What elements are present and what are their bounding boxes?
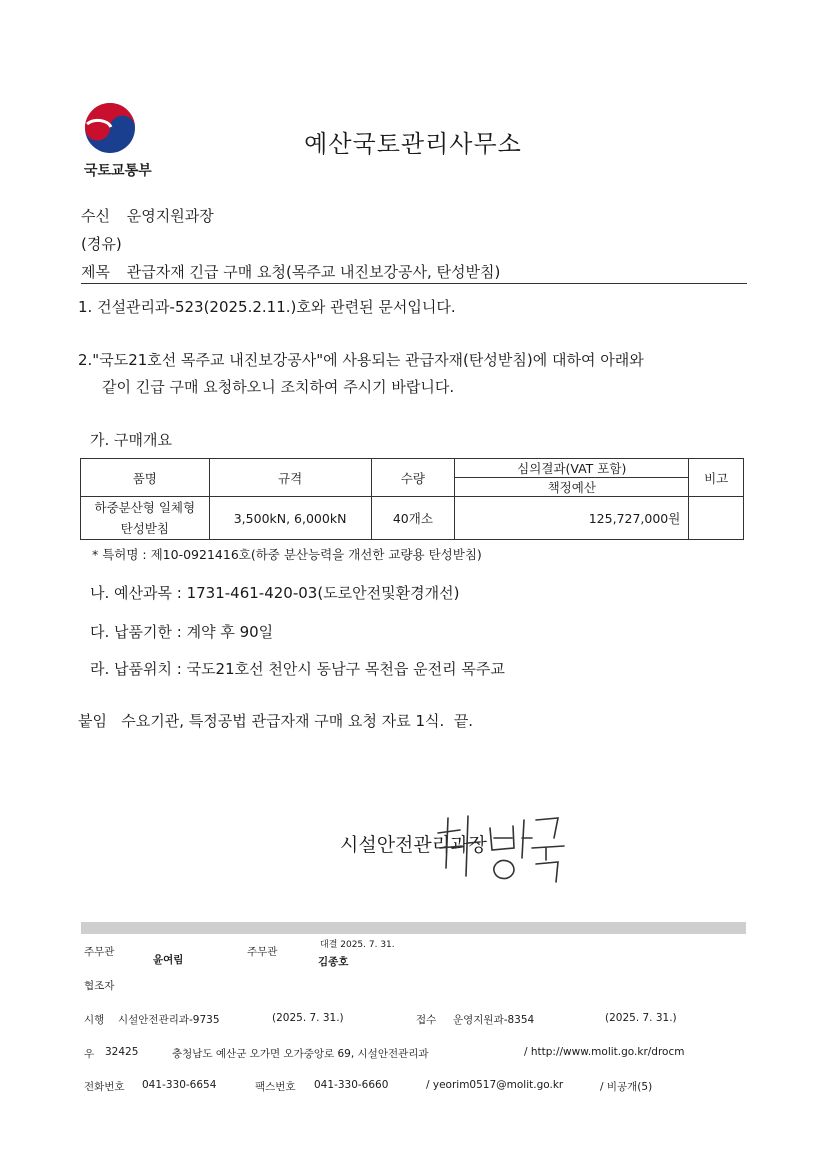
reviewer-label: 주무관 <box>247 946 278 958</box>
address: 충청남도 예산군 오가면 오가중앙로 69, 시설안전관리과 <box>172 1048 429 1060</box>
drafter-name: 윤여림 <box>153 954 184 966</box>
website-link[interactable]: / http://www.molit.go.kr/drocm <box>524 1046 685 1058</box>
recipient-label: 수신 <box>81 207 110 225</box>
receipt-number: 운영지원과-8354 <box>453 1014 535 1026</box>
organization-name: 예산국토관리사무소 <box>304 130 522 158</box>
cell-qty: 40개소 <box>371 497 455 540</box>
cooperator-label: 협조자 <box>84 980 115 992</box>
header-divider <box>81 283 747 284</box>
cell-budget: 125,727,000원 <box>455 497 689 540</box>
receipt-date: (2025. 7. 31.) <box>605 1012 677 1024</box>
via-line: (경유) <box>81 235 122 253</box>
cell-item <box>81 497 210 540</box>
paragraph-1: 1. 건설관리과-523(2025.2.11.)호와 관련된 문서입니다. <box>78 298 456 316</box>
footer-bar <box>81 922 746 934</box>
section-a-heading: 가. 구매개요 <box>90 431 172 449</box>
header-qty: 수량 <box>371 459 455 497</box>
header-item: 품명 <box>81 459 210 497</box>
attachment-line: 붙임 수요기관, 특정공법 관급자재 구매 요청 자료 1식. 끝. <box>78 712 474 730</box>
header-review: 심의결과(VAT 포함) <box>455 459 689 478</box>
exec-label: 시행 <box>84 1014 105 1026</box>
cell-item-line-2: 탄성받침 <box>120 521 169 536</box>
receipt-label: 접수 <box>416 1014 437 1026</box>
disclosure-status: / 비공개(5) <box>600 1081 653 1093</box>
phone-label: 전화번호 <box>84 1081 125 1093</box>
handwritten-signature <box>418 798 568 888</box>
recipient-line <box>81 205 214 226</box>
approval-note: 대결 2025. 7. 31. <box>320 940 395 950</box>
subject: 관급자재 긴급 구매 요청(목주교 내진보강공사, 탄성받침) <box>126 263 501 281</box>
exec-number: 시설안전관리과-9735 <box>118 1014 220 1026</box>
subject-line <box>81 261 500 282</box>
recipient: 운영지원과장 <box>126 207 214 225</box>
paragraph-2-line-2: 같이 긴급 구매 요청하오니 조치하여 주시기 바랍니다. <box>102 378 455 396</box>
item-b: 나. 예산과목 : 1731-461-420-03(도로안전및환경개선) <box>90 584 460 602</box>
patent-note: * 특허명 : 제10-0921416호(하중 분산능력을 개선한 교량용 탄성받침) <box>92 547 482 562</box>
header-spec: 규격 <box>209 459 371 497</box>
phone-number: 041-330-6654 <box>142 1079 217 1091</box>
paragraph-2-line-1: 2."국도21호선 목주교 내진보강공사"에 사용되는 관급자재(탄성받침)에 대하여 아래와 <box>78 351 644 369</box>
header-remarks: 비고 <box>689 459 744 497</box>
fax-label: 팩스번호 <box>255 1081 296 1093</box>
cell-spec: 3,500kN, 6,000kN <box>209 497 371 540</box>
header-budget: 책정예산 <box>455 478 689 497</box>
fax-number: 041-330-6660 <box>314 1079 389 1091</box>
exec-date: (2025. 7. 31.) <box>272 1012 344 1024</box>
drafter-label: 주무관 <box>84 946 115 958</box>
postal-label: 우 <box>84 1048 95 1060</box>
item-c: 다. 납품기한 : 계약 후 90일 <box>90 623 274 641</box>
subject-label: 제목 <box>81 263 110 281</box>
sender-title: 시설안전관리과장 <box>340 834 487 856</box>
cell-remarks <box>689 497 744 540</box>
logo-text: 국토교통부 <box>84 163 152 179</box>
email-link[interactable]: / yeorim0517@molit.go.kr <box>426 1079 564 1091</box>
table-row <box>81 497 744 540</box>
purchase-table <box>80 458 744 540</box>
cell-item-line-1: 하중분산형 일체형 <box>94 500 196 515</box>
item-d: 라. 납품위치 : 국도21호선 천안시 동남구 목천읍 운전리 목주교 <box>90 660 505 678</box>
reviewer-name: 김종호 <box>318 956 349 968</box>
postal-code: 32425 <box>105 1046 139 1058</box>
